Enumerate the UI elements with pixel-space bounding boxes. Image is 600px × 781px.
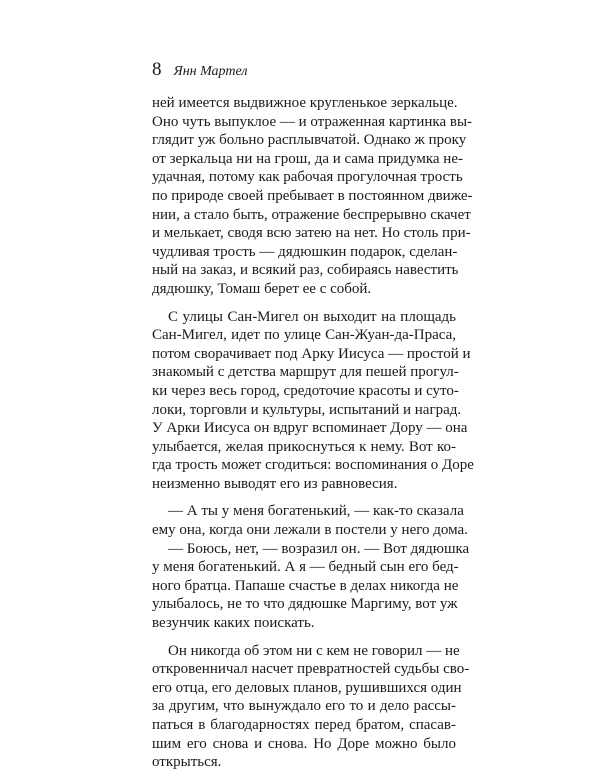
text-line: — Боюсь, нет, — возразил он. — Вот дядюшка xyxy=(168,540,470,557)
text-line: дядюшку, Томаш берет ее с собой. xyxy=(152,280,372,297)
text-line: потом сворачивает под Арку Иисуса — простой и xyxy=(152,345,471,362)
text-line: ней имеется выдвижное кругленькое зеркальце. xyxy=(152,95,458,111)
text-line: знакомый с детства маршрут для пешей прогул- xyxy=(152,364,459,381)
paragraph xyxy=(152,642,470,772)
text-line: — А ты у меня богатенький, — как-то сказала xyxy=(168,503,464,520)
text-line: паться в благодарностях перед братом, спасав- xyxy=(152,717,456,733)
paragraph xyxy=(152,540,470,633)
text-line: неизменно выводят его из равновесия. xyxy=(152,475,398,492)
paragraph xyxy=(152,502,468,539)
text-line: С улицы Сан-Мигел он выходит на площадь xyxy=(168,308,456,325)
page-number: 8 xyxy=(152,59,162,80)
text-line: Оно чуть выпуклое — и отраженная картинка вы- xyxy=(152,113,473,130)
text-line: его отца, его деловых планов, рушившихся один xyxy=(152,679,462,696)
text-line: за другим, что вынуждало его то и дело рассы- xyxy=(152,698,456,715)
text-line: гда трость может сгодиться: воспоминания о Доре xyxy=(152,457,474,474)
text-line: везунчик каких поискать. xyxy=(152,615,315,632)
text-line: Он никогда об этом ни с кем не говорил — не xyxy=(168,642,460,659)
paragraph xyxy=(152,94,473,299)
text-line: улыбается, желая прикоснуться к нему. Вот ко- xyxy=(152,438,456,455)
text-line: и мелькает, сводя всю затею на нет. Но столь при- xyxy=(152,225,471,242)
text-line: удачная, потому как рабочая прогулочная трость xyxy=(152,169,463,186)
text-line: откровенничал насчет превратностей судьбы сво- xyxy=(152,661,470,678)
text-line: шим его снова и снова. Но Доре можно было xyxy=(152,735,456,752)
text-line: у меня богатенький. А я — бедный сын его бед- xyxy=(152,559,459,576)
text-line: ного братца. Папаше счастье в делах никогда не xyxy=(152,577,459,594)
body-text xyxy=(152,94,474,781)
text-line: улыбалось, не то что дядюшке Маргиму, вот уж xyxy=(152,596,458,613)
text-line: открыться. xyxy=(152,754,222,771)
running-head-author: Янн Мартел xyxy=(173,64,248,79)
text-line: локи, торговли и культуры, испытаний и наград. xyxy=(152,401,462,418)
text-line: Сан-Мигел, идет по улице Сан-Жуан-да-Праса, xyxy=(152,327,456,344)
text-line: от зеркальца ни на грош, да и сама придумка не- xyxy=(152,150,463,167)
text-line: ный на заказ, и всякий раз, собираясь навестить xyxy=(152,262,459,279)
text-line: ки через весь город, средоточие красоты и суто- xyxy=(152,382,459,399)
text-line: нии, а стало быть, отражение беспрерывно скачет xyxy=(152,206,471,223)
text-line: ему она, когда они лежали в постели у него дома. xyxy=(152,522,468,539)
text-line: по природе своей пребывает в постоянном движе- xyxy=(152,187,473,204)
paragraph xyxy=(152,308,474,494)
page-header xyxy=(152,58,247,82)
text-line: глядит уж больно расплывчатой. Однако ж проку xyxy=(152,132,467,149)
text-line: чудливая трость — дядюшкин подарок, сделан- xyxy=(152,243,458,260)
text-line: У Арки Иисуса он вдруг вспоминает Дору — она xyxy=(152,420,468,437)
